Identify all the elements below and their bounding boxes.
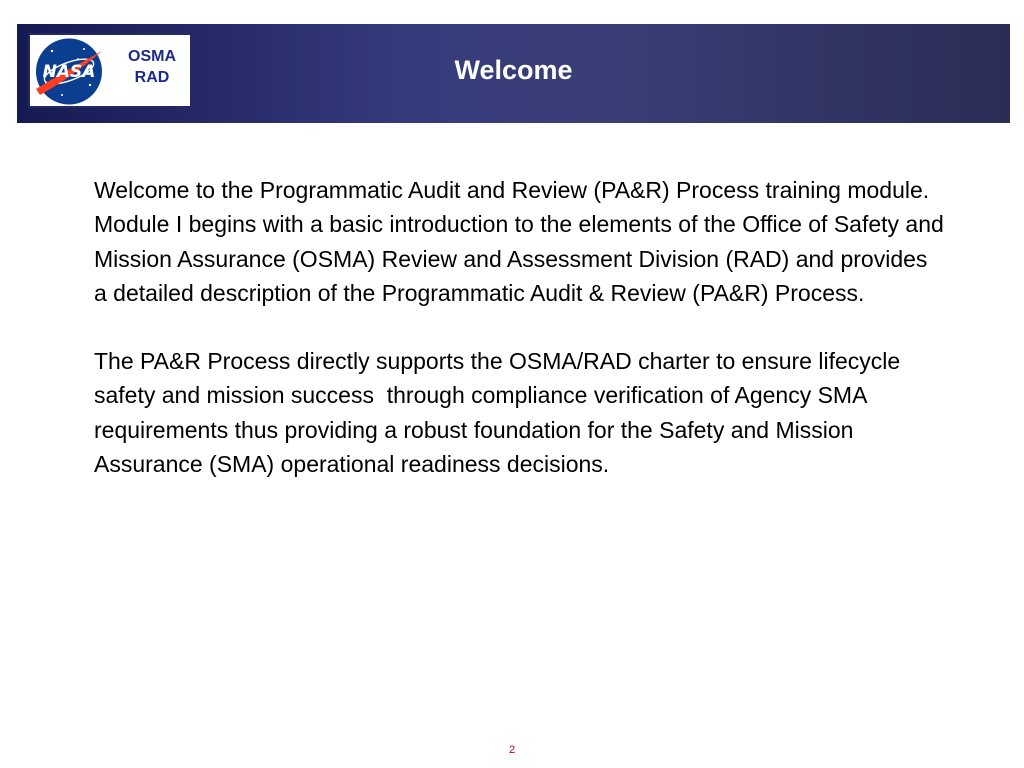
paragraph-charter: The PA&R Process directly supports the OSMA/RAD charter to ensure lifecycle safety and mission success through compliance verification of Agency SMA requirements thus providing a robust foundation for the Safety and Mission Assurance (SMA) operational readiness decisions. xyxy=(94,348,907,478)
page-number: 2 xyxy=(508,744,516,756)
slide-title: Welcome xyxy=(454,55,573,85)
nasa-emblem-text: NASA xyxy=(42,62,96,82)
paragraph-intro: Welcome to the Programmatic Audit and Review (PA&R) Process training module. Module I begins with a basic introduction to the elements of the Office of Safety and Mission Assurance (OSMA) Review and Assessment Division (RAD) and provides a detailed description of the Programmatic Audit & Review (PA&R) Process. xyxy=(94,177,951,306)
header-bar xyxy=(17,24,1010,123)
body-text xyxy=(94,173,951,515)
logo-rad: RAD xyxy=(134,69,170,86)
logo-osma: OSMA xyxy=(128,48,176,65)
